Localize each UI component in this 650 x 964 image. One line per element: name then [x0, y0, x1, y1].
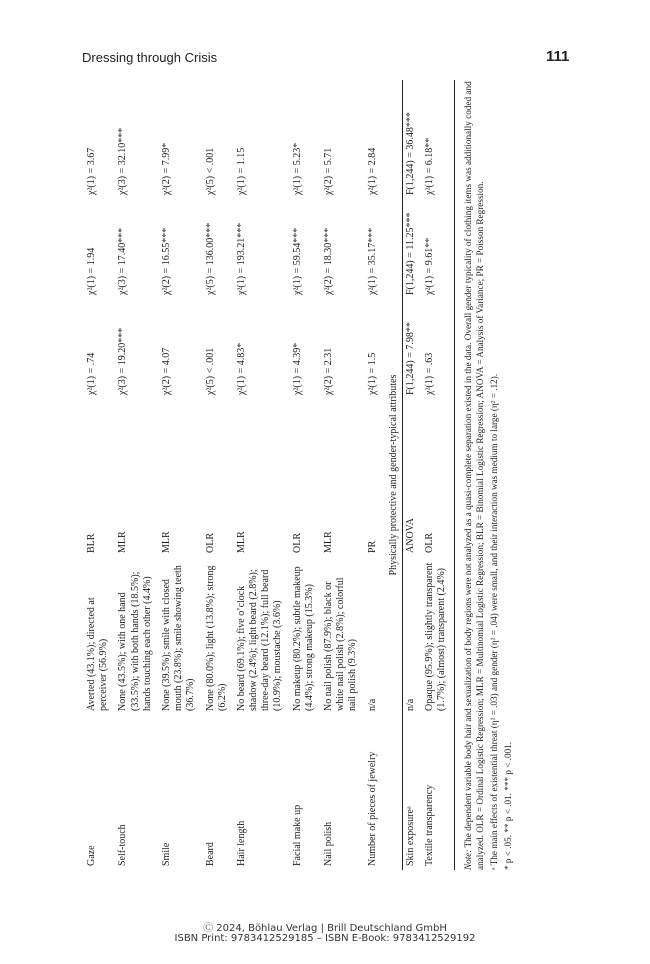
cell-categories: n/a: [404, 698, 416, 711]
cell-stat3: χ²(1) = 5.23*: [291, 142, 303, 195]
cell-spacer: [234, 399, 290, 509]
cell-model: ANOVA: [404, 518, 416, 553]
cell-spacer: [402, 399, 422, 509]
table-row: [422, 80, 454, 870]
cell-spacer: [159, 399, 203, 509]
cell-model: MLR: [235, 531, 247, 553]
cell-stat1: χ²(3) = 19.20***: [117, 327, 129, 395]
cell-attribute: Self-touch: [117, 824, 129, 866]
cell-stat3: χ²(1) = 2.84: [366, 147, 378, 195]
note-paragraph: [462, 80, 486, 870]
cell-spacer: [203, 399, 234, 509]
cell-categories: No makeup (80.2%); subtle makeup (4.4%); strong makeup (15.3%): [291, 566, 315, 711]
copyright-line: Ⓒ 2024, Böhlau Verlag | Brill Deutschland GmbH: [203, 923, 447, 934]
cell-stat1: χ²(2) = 2.31: [323, 347, 334, 395]
cell-categories: None (43.5%); with one hand (33.5%); with both hands (18.5%); hands touching each other (4.4%): [117, 571, 153, 711]
cell-stat2: χ²(1) = 9.61**: [422, 199, 454, 299]
cell-stat2: χ²(1) = 193.21***: [235, 222, 247, 295]
table-row: [115, 80, 159, 870]
cell-attribute: Textile transparency: [422, 715, 454, 870]
note-label: Note:: [462, 849, 473, 870]
cell-attribute: Number of pieces of jewelry: [366, 751, 378, 866]
cell-stat3: F(1,244) = 36.48***: [404, 112, 416, 195]
cell-categories: No nail polish (87.9%); black or white nail polish (2.8%); colorful nail polish (9.3%): [323, 577, 359, 711]
table-notes: [462, 80, 515, 870]
cell-categories: n/a: [366, 698, 378, 711]
cell-stat1: F(1,244) = 7.98**: [404, 322, 416, 395]
table-row: [203, 80, 234, 870]
cell-stat2: χ²(1) = 59.54***: [291, 227, 303, 295]
cell-model: OLR: [422, 509, 454, 557]
cell-stat1: χ²(1) = 1.5: [366, 352, 378, 395]
cell-categories: Opaque (95.9%); slightly transparent (1.7%); (almost) transparent (2.4%): [422, 557, 454, 715]
cell-spacer: [290, 399, 321, 509]
cell-spacer: [321, 399, 365, 509]
cell-stat1: χ²(2) = 4.07: [160, 347, 172, 395]
cell-stat2: χ²(2) = 16.55***: [160, 227, 172, 295]
cell-attribute: Gaze: [86, 845, 97, 866]
cell-stat3: χ²(1) = 3.67: [86, 147, 97, 195]
cell-categories: None (80.0%); light (13.8%); strong (6.2%): [204, 565, 228, 711]
cell-spacer: [365, 399, 384, 509]
running-head: Dressing through Crisis: [82, 50, 218, 65]
note-text: The dependent variable body hair and sexualization of body regions were not analyzed as a quasi-complete separation existed in the data. Overall gender typicality of clothing items was additionally coded and analyzed. OLR = Ordinal Logistic Regression; MLR = Multinomial Logistic Regression; BLR = Binomial Logistic Regression; ANOVA = Analysis of Variance; PR = Poisson Regression.: [462, 81, 485, 870]
cell-model: MLR: [117, 531, 129, 553]
cell-stat2: χ²(1) = 1.94: [86, 247, 97, 295]
cell-spacer: [115, 399, 159, 509]
table-row: [290, 80, 321, 870]
table-body-bottom: [402, 80, 454, 870]
cell-stat1: χ²(1) = 4.83*: [235, 342, 247, 395]
page-number: 111: [546, 48, 570, 65]
cell-model: OLR: [291, 533, 303, 553]
cell-stat3: χ²(5) < .001: [204, 147, 216, 195]
table-row: [84, 80, 115, 870]
cell-model: BLR: [86, 533, 97, 553]
table-body-top: [84, 80, 384, 870]
table-row: [321, 80, 365, 870]
cell-spacer: [84, 399, 115, 509]
cell-stat2: χ²(5) = 136.00***: [204, 222, 216, 295]
cell-model: OLR: [204, 533, 216, 553]
rotated-table-region: [84, 80, 574, 870]
cell-stat3: χ²(3) = 32.10***: [117, 127, 129, 195]
cell-spacer: [422, 399, 454, 509]
cell-model: MLR: [323, 531, 334, 553]
cell-stat3: χ²(1) = 1.15: [235, 147, 247, 195]
cell-model: MLR: [160, 531, 172, 553]
landscape-content: [84, 80, 574, 870]
cell-attribute: Smile: [160, 842, 172, 866]
section-label: Physically protective and gender-typical attributes: [384, 80, 403, 870]
table-section: [384, 80, 403, 870]
isbn-line: ISBN Print: 9783412529185 – ISBN E-Book: 9783412529192: [174, 933, 476, 944]
cell-stat1: χ²(1) = 4.39*: [291, 342, 303, 395]
footnote-a: ᵃ The main effects of existential threat (η² = .03) and gender (η² = .04) were small, and their interaction was medium to large (η² = .12).: [488, 373, 499, 870]
cell-categories: None (39.5%); smile with closed mouth (23.8%); smile showing teeth (36.7%): [160, 565, 197, 711]
cell-stat2: χ²(1) = 35.17***: [366, 227, 378, 295]
cell-attribute: Beard: [204, 842, 216, 866]
cell-model: PR: [366, 540, 378, 553]
cell-attribute: Facial make up: [291, 804, 303, 866]
cell-attribute: Skin exposureᵃ: [404, 806, 416, 866]
cell-stat2: χ²(3) = 17.40***: [117, 227, 129, 295]
cell-stat2: F(1,244) = 11.25***: [404, 212, 416, 295]
table-row: [159, 80, 203, 870]
cell-categories: No beard (69.1%); five o’clock shadow (2.4%); light beard (2.8%); three-day beard (12.1%); full beard (10.9%); moustache (3.6%): [235, 569, 284, 711]
significance-note: * p < .05. ** p < .01. *** p < .001.: [502, 741, 513, 870]
cell-stat1: χ²(1) = .63: [422, 299, 454, 399]
cell-categories: Averted (43.1%); directed at perceiver (56.9%): [86, 597, 110, 711]
cell-stat3: χ²(1) = 6.18**: [422, 80, 454, 199]
cell-attribute: Hair length: [235, 820, 247, 866]
cell-stat3: χ²(2) = 5.71: [323, 147, 334, 195]
table-row: [234, 80, 290, 870]
table-row: [365, 80, 384, 870]
cell-stat1: χ²(5) < .001: [204, 347, 216, 395]
cell-stat3: χ²(2) = 7.99*: [160, 142, 172, 195]
cell-stat2: χ²(2) = 18.30***: [323, 227, 334, 295]
cell-stat1: χ²(1) = .74: [86, 352, 97, 395]
cell-attribute: Nail polish: [323, 821, 334, 866]
results-table: [84, 80, 455, 870]
section-row: [384, 80, 403, 870]
table-row: [402, 80, 422, 870]
